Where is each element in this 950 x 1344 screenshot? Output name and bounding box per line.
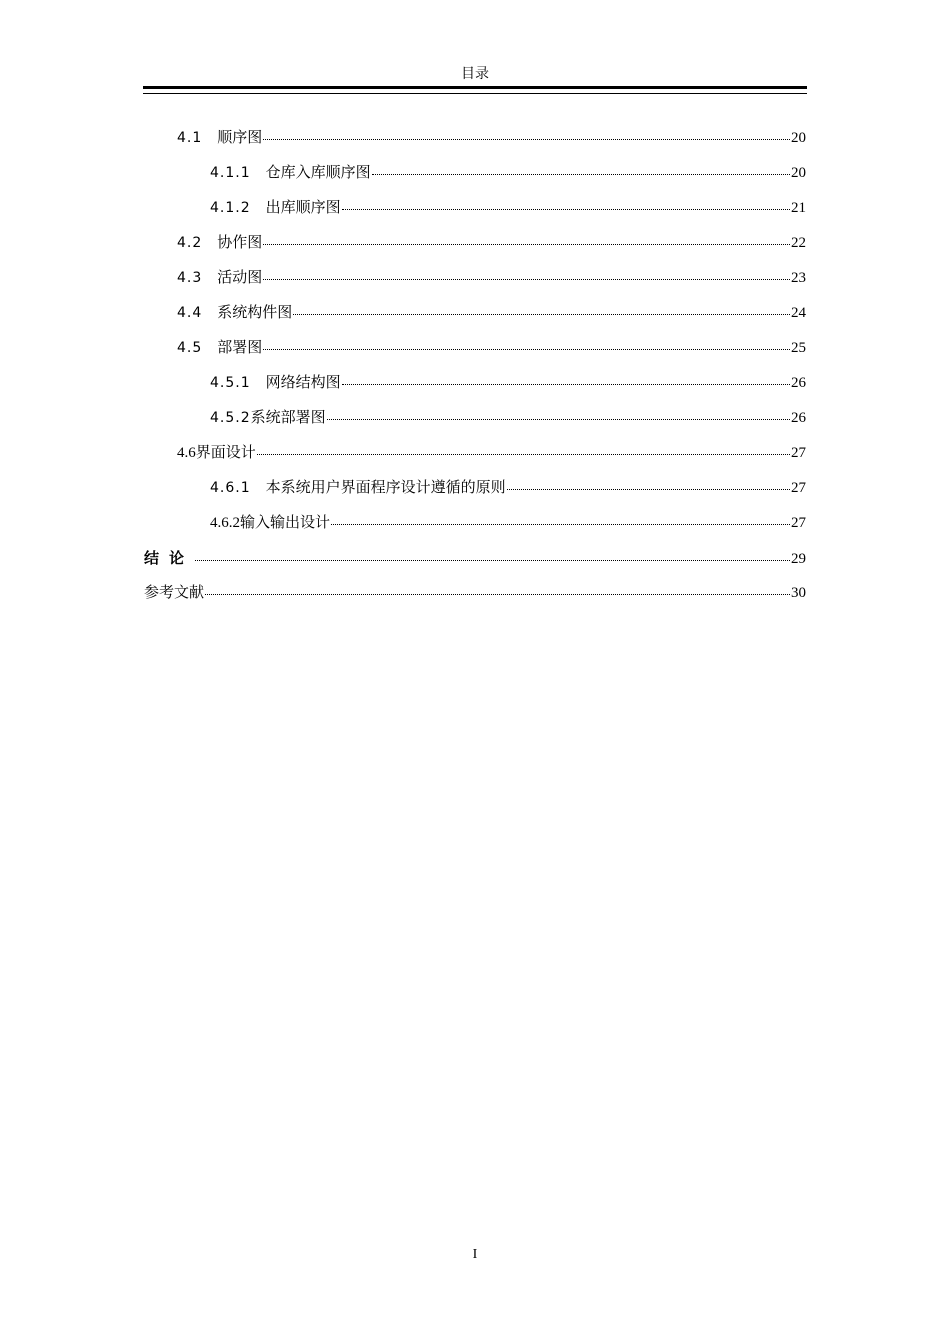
toc-leader-dots [372,163,790,177]
toc-leader-dots [331,513,790,527]
toc-entry-conclusion[interactable] [144,548,806,569]
running-header-title: 目录 [461,67,489,82]
toc-page-number: 20 [791,130,806,146]
toc-gap [202,233,217,253]
toc-number: 4.4 [177,305,203,321]
toc-number: 4.1.1 [210,165,251,181]
toc-number: 4.6.2 [210,515,240,531]
toc-entry-4-5[interactable] [177,338,806,358]
toc-entry-4-4[interactable] [177,303,806,323]
toc-page-number: 26 [791,375,806,391]
toc-number: 4.1.2 [210,200,251,216]
toc-label: 参考文献 [144,585,205,601]
toc-leader-dots [263,338,790,352]
toc-leader-dots [507,478,790,492]
toc-number: 4.6.1 [210,480,251,496]
toc-leader-dots [263,233,790,247]
toc-label: 网络结构图 [265,375,341,391]
toc-label: 出库顺序图 [265,200,341,216]
toc-gap [251,163,266,183]
toc-page-number: 20 [791,165,806,181]
toc-entry-4-6-2[interactable] [210,513,806,533]
toc-leader-dots [342,373,790,387]
toc-entry-4-5-2[interactable] [210,408,806,428]
toc-gap [202,303,217,323]
toc-leader-dots [327,408,790,422]
toc-entry-4-1-2[interactable] [210,198,806,218]
toc-label: 结论 [144,549,195,567]
toc-page-number: 27 [791,445,806,461]
toc-page-number: 25 [791,340,806,356]
toc-gap [202,128,217,148]
toc-page-number: 23 [791,270,806,286]
toc-label: 仓库入库顺序图 [265,165,371,181]
toc-entry-4-3[interactable] [177,268,806,288]
toc-leader-dots [205,583,790,597]
toc-label: 活动图 [217,270,263,286]
toc-entry-4-6-1[interactable] [210,478,806,498]
toc-number: 4.2 [177,235,203,251]
toc-page-number: 27 [791,480,806,496]
toc-leader-dots [195,549,790,563]
toc-number: 4.5 [177,340,203,356]
toc-leader-dots [293,303,790,317]
toc-number: 4.5.1 [210,375,251,391]
toc-label: 系统部署图 [250,410,326,426]
toc-label: 顺序图 [217,130,263,146]
toc-entry-4-2[interactable] [177,233,806,253]
toc-number: 4.5.2 [210,410,251,426]
footer-page-number: I [472,1247,478,1262]
toc-page-number: 29 [791,551,806,567]
toc-gap [251,478,266,498]
toc-entry-4-1[interactable] [177,128,806,148]
toc-entry-4-6[interactable] [177,443,806,463]
toc-leader-dots [257,443,790,457]
toc-label: 协作图 [217,235,263,251]
toc-gap [202,338,217,358]
toc-leader-dots [263,268,790,282]
toc-gap [202,268,217,288]
toc-leader-dots [342,198,790,212]
toc-page-number: 21 [791,200,806,216]
toc-page-number: 24 [791,305,806,321]
toc-page-number: 22 [791,235,806,251]
toc-entry-4-5-1[interactable] [210,373,806,393]
toc-gap [251,373,266,393]
toc-entry-4-1-1[interactable] [210,163,806,183]
toc-label: 本系统用户界面程序设计遵循的原则 [265,480,506,496]
toc-label: 界面设计 [195,445,256,461]
toc-entry-references[interactable] [144,583,806,603]
toc-label: 系统构件图 [217,305,293,321]
toc-page-number: 26 [791,410,806,426]
toc-leader-dots [263,128,790,142]
toc-number: 4.3 [177,270,203,286]
toc-number: 4.6 [177,445,196,461]
toc-gap [251,198,266,218]
toc-label: 部署图 [217,340,263,356]
toc-number: 4.1 [177,130,203,146]
toc-page-number: 27 [791,515,806,531]
toc-label: 输入输出设计 [240,515,331,531]
toc-page-number: 30 [791,585,806,601]
